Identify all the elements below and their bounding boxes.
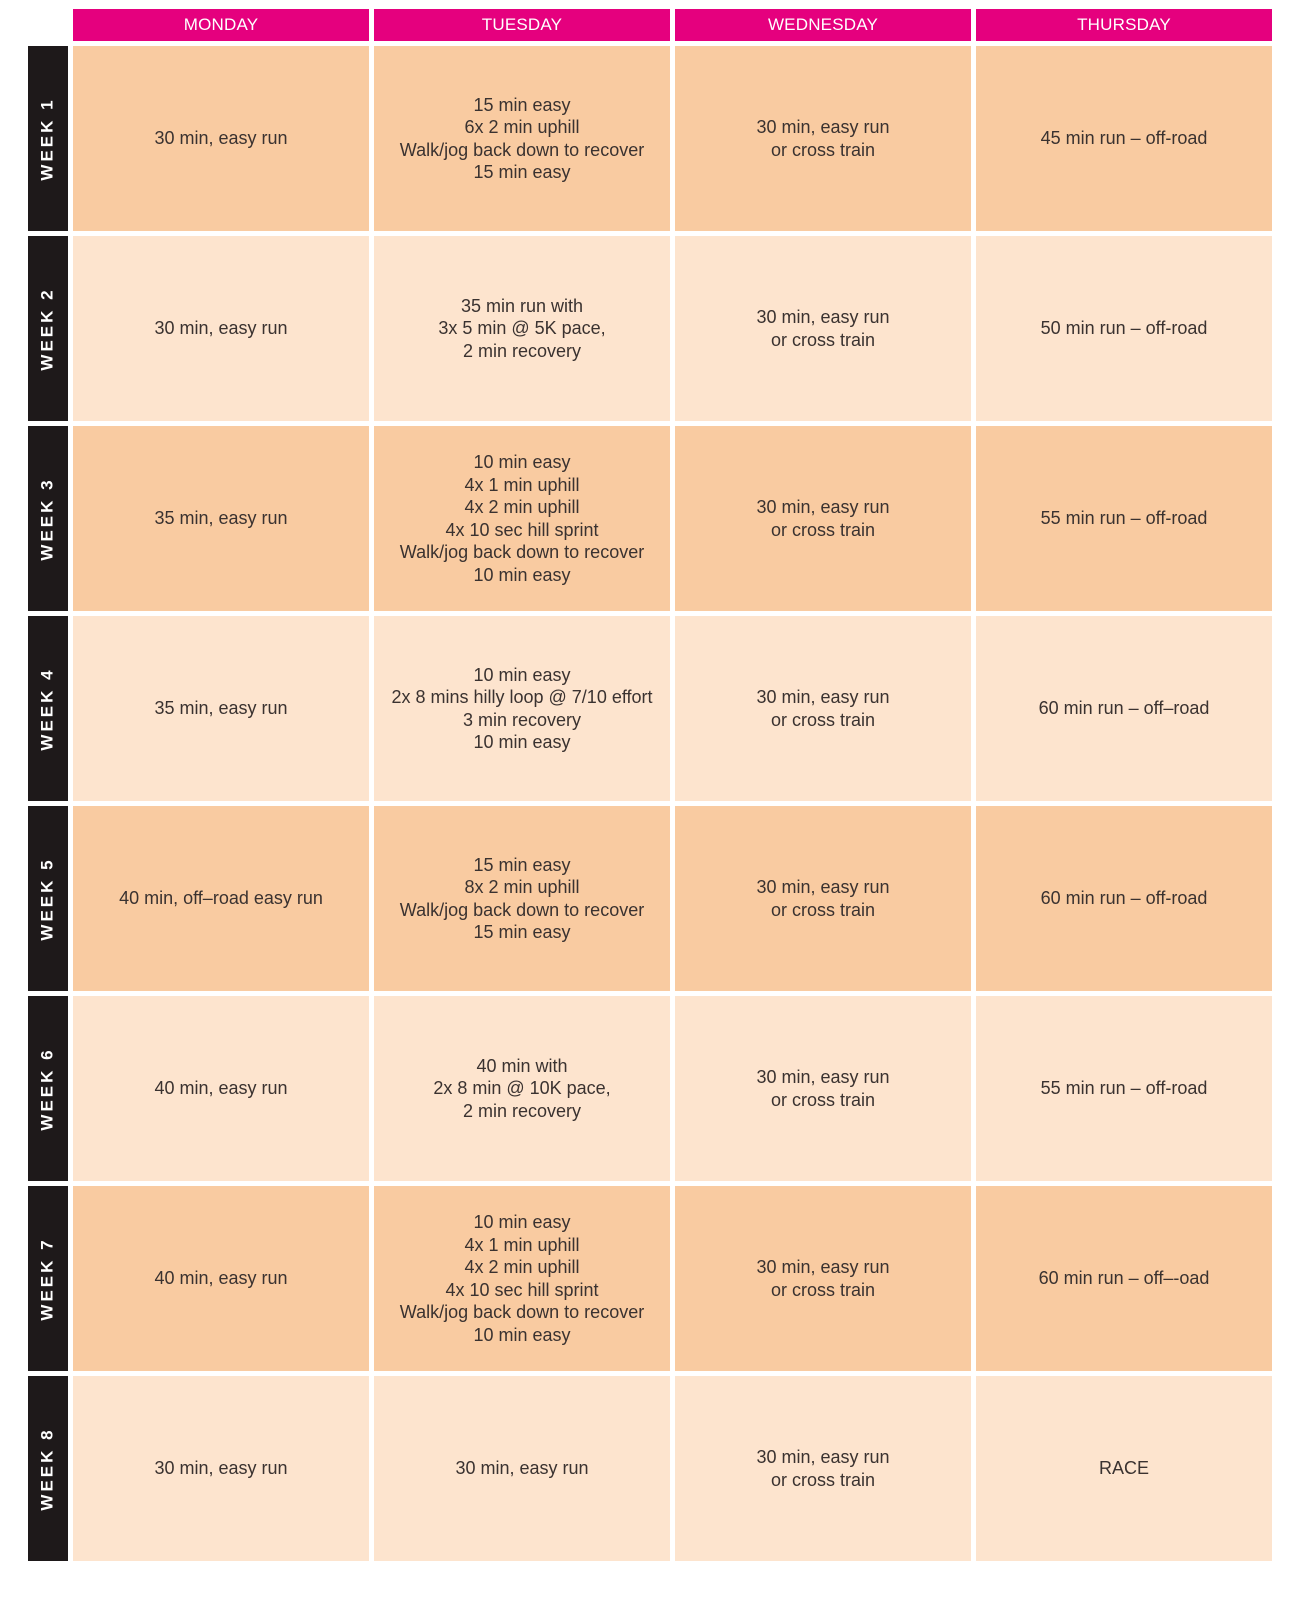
header-monday: MONDAY: [73, 9, 369, 41]
cell-week6-monday: 40 min, easy run: [73, 996, 369, 1181]
cell-week2-monday: 30 min, easy run: [73, 236, 369, 421]
cell-week8-monday: 30 min, easy run: [73, 1376, 369, 1561]
week-label-7: WEEK 7: [28, 1186, 68, 1371]
cell-week4-tuesday: 10 min easy 2x 8 mins hilly loop @ 7/10 effort 3 min recovery 10 min easy: [374, 616, 670, 801]
week-label-5: WEEK 5: [28, 806, 68, 991]
header-wednesday: WEDNESDAY: [675, 9, 971, 41]
cell-week5-monday: 40 min, off–road easy run: [73, 806, 369, 991]
week-label-3: WEEK 3: [28, 426, 68, 611]
cell-week7-monday: 40 min, easy run: [73, 1186, 369, 1371]
week-label-6: WEEK 6: [28, 996, 68, 1181]
cell-week2-wednesday: 30 min, easy run or cross train: [675, 236, 971, 421]
cell-week3-tuesday: 10 min easy 4x 1 min uphill 4x 2 min uphill 4x 10 sec hill sprint Walk/jog back down to recover 10 min easy: [374, 426, 670, 611]
cell-week7-tuesday: 10 min easy 4x 1 min uphill 4x 2 min uphill 4x 10 sec hill sprint Walk/jog back down to recover 10 min easy: [374, 1186, 670, 1371]
week-label-4: WEEK 4: [28, 616, 68, 801]
cell-week4-wednesday: 30 min, easy run or cross train: [675, 616, 971, 801]
header-thursday: THURSDAY: [976, 9, 1272, 41]
cell-week6-thursday: 55 min run – off-road: [976, 996, 1272, 1181]
cell-week1-tuesday: 15 min easy 6x 2 min uphill Walk/jog back down to recover 15 min easy: [374, 46, 670, 231]
cell-week2-thursday: 50 min run – off-road: [976, 236, 1272, 421]
cell-week7-thursday: 60 min run – off–-oad: [976, 1186, 1272, 1371]
header-tuesday: TUESDAY: [374, 9, 670, 41]
cell-week6-wednesday: 30 min, easy run or cross train: [675, 996, 971, 1181]
training-plan-table: [28, 9, 1288, 1561]
week-label-1: WEEK 1: [28, 46, 68, 231]
cell-week5-thursday: 60 min run – off-road: [976, 806, 1272, 991]
week-label-2: WEEK 2: [28, 236, 68, 421]
cell-week3-wednesday: 30 min, easy run or cross train: [675, 426, 971, 611]
cell-week1-wednesday: 30 min, easy run or cross train: [675, 46, 971, 231]
table-corner: [28, 9, 68, 41]
cell-week4-monday: 35 min, easy run: [73, 616, 369, 801]
cell-week4-thursday: 60 min run – off–road: [976, 616, 1272, 801]
cell-week1-thursday: 45 min run – off-road: [976, 46, 1272, 231]
cell-week3-thursday: 55 min run – off-road: [976, 426, 1272, 611]
cell-week7-wednesday: 30 min, easy run or cross train: [675, 1186, 971, 1371]
cell-week3-monday: 35 min, easy run: [73, 426, 369, 611]
cell-week8-wednesday: 30 min, easy run or cross train: [675, 1376, 971, 1561]
week-label-8: WEEK 8: [28, 1376, 68, 1561]
cell-week1-monday: 30 min, easy run: [73, 46, 369, 231]
cell-week8-tuesday: 30 min, easy run: [374, 1376, 670, 1561]
cell-week8-thursday: RACE: [976, 1376, 1272, 1561]
cell-week6-tuesday: 40 min with 2x 8 min @ 10K pace, 2 min recovery: [374, 996, 670, 1181]
cell-week5-tuesday: 15 min easy 8x 2 min uphill Walk/jog back down to recover 15 min easy: [374, 806, 670, 991]
cell-week5-wednesday: 30 min, easy run or cross train: [675, 806, 971, 991]
cell-week2-tuesday: 35 min run with 3x 5 min @ 5K pace, 2 min recovery: [374, 236, 670, 421]
